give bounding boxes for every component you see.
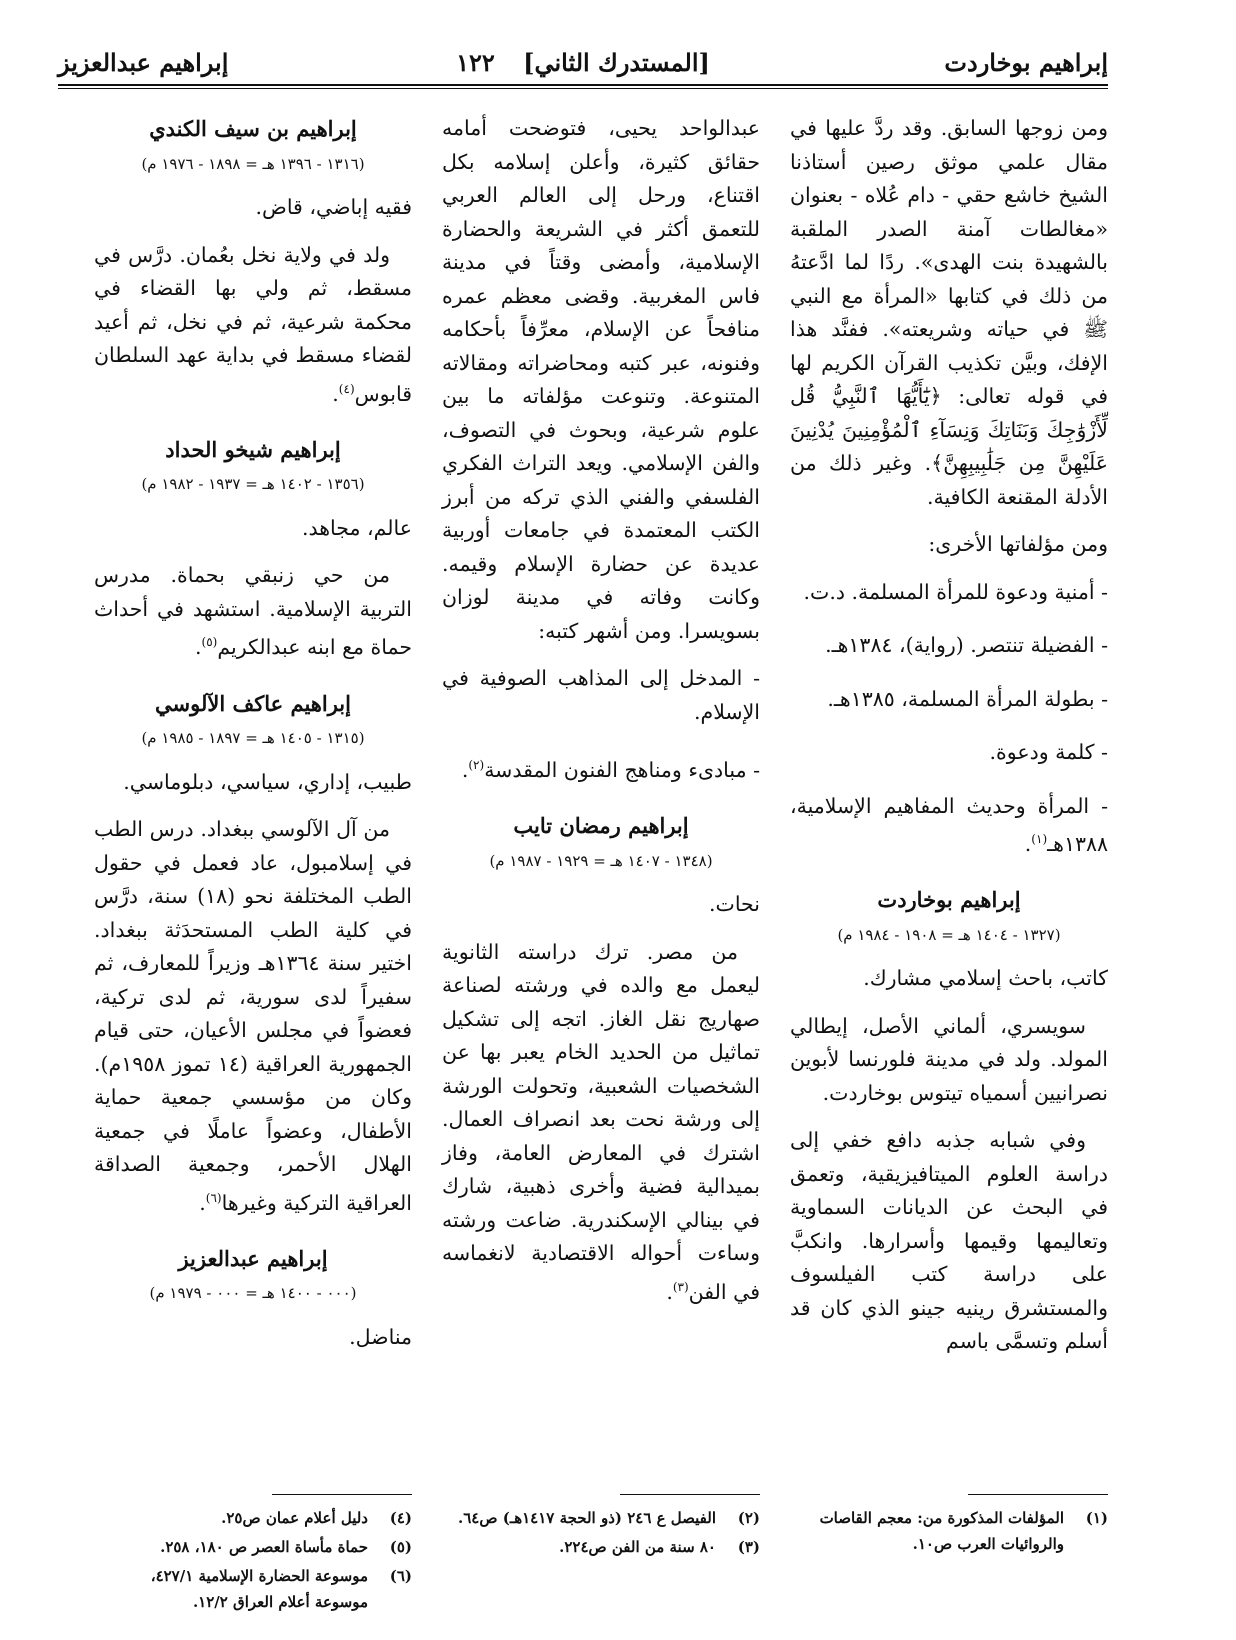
entry-dates: (١٣٤٨ - ١٤٠٧ هـ = ١٩٢٩ - ١٩٨٧ م)	[489, 851, 713, 870]
section-label: [المستدرك الثاني]	[523, 48, 710, 77]
footnote	[94, 1563, 412, 1615]
paragraph: من مصر. ترك دراسته الثانوية ليعمل مع والده في ورشته لصناعة صهاريج نقل الغاز. اتجه إلى تشكيل تماثيل من الحديد الخام يعبر بها عن الشخصيات الشعبية، وتحولت الورشة إلى ورشة نحت بعد انصراف العمال. اشترك في المعارض العامة، وفاز بميدالية فضية وأخرى ذهبية، شارك في بينالي الإسكندرية. ضاعت ورشته وساءت أحواله الاقتصادية لانغماسه في الفن$^{(٣)}$.	[442, 939, 760, 1304]
footnote-ref: (٥)	[201, 635, 218, 650]
paragraph: من آل الآلوسي ببغداد. درس الطب في إسلامبول، عاد فعمل في حقول الطب المختلفة نحو (١٨) سنة، درَّس في كلية الطب المستحدَثة ببغداد. اختير سنة ١٣٦٤هـ وزيراً للمعارف، ثم سفيراً لدى سورية، ثم لدى تركية، فعضواً في مجلس الأعيان، حتى قيام الجمهورية العراقية (١٤ تموز ١٩٥٨م). وكان من مؤسسي جمعية حماية الأطفال، وعضواً عاملًا في جمعية الهلال الأحمر، وجمعية الصداقة العراقية التركية وغيرها$^{(٦)}$.	[94, 817, 412, 1215]
entry-role: نحات.	[709, 892, 760, 917]
footnote-text: موسوعة الحضارة الإسلامية ٤٢٧/١، موسوعة أعلام العراق ١٢/٢.	[150, 1567, 368, 1611]
work-item: - الفضيلة تنتصر. (رواية)، ١٣٨٤هـ.	[825, 633, 1108, 657]
paragraph: سويسري، ألماني الأصل، إيطالي المولد. ولد في مدينة فلورنسا لأبوين نصرانيين أسمياه تيتوس بوخاردت.	[790, 1013, 1108, 1105]
entry-dates: (٠٠٠ - ١٤٠٠ هـ = ٠٠٠ - ١٩٧٩ م)	[149, 1284, 357, 1303]
footnote-text: المؤلفات المذكورة من: معجم القاصات والروائيات العرب ص١٠.	[819, 1509, 1064, 1553]
footnotes-right	[790, 1494, 1108, 1560]
entry-dates: (١٣١٦ - ١٣٩٦ هـ = ١٨٩٨ - ١٩٧٦ م)	[141, 154, 365, 173]
footnote-ref: (٤)	[338, 381, 355, 396]
footnote	[790, 1505, 1108, 1557]
column-middle	[442, 112, 760, 1323]
work-item-text: - المرأة وحديث المفاهيم الإسلامية، ١٣٨٨هـ	[790, 793, 1108, 856]
footnotes-middle	[442, 1494, 760, 1563]
footnote	[94, 1505, 412, 1531]
entry-dates: (١٣٥٦ - ١٤٠٢ هـ = ١٩٣٧ - ١٩٨٢ م)	[141, 475, 365, 494]
footnotes-left	[94, 1494, 412, 1618]
entry-role: طبيب، إداري، سياسي، دبلوماسي.	[123, 769, 412, 794]
footnote-number: (٢)	[737, 1509, 760, 1527]
work-item: - مبادىء ومناهج الفنون المقدسة$^{(٢)}$.	[461, 757, 760, 782]
entry-dates: (١٣٢٧ - ١٤٠٤ هـ = ١٩٠٨ - ١٩٨٤ م)	[837, 925, 1061, 944]
footnote-ref: (٢)	[468, 758, 485, 772]
footnote-number: (٦)	[389, 1567, 412, 1585]
footnote-text: حماة مأساة العصر ص ١٨٠، ٢٥٨.	[160, 1538, 368, 1556]
footnote	[94, 1534, 412, 1560]
column-right	[790, 112, 1108, 1373]
entry-title: إبراهيم بن سيف الكندي	[149, 116, 357, 141]
footnote	[442, 1505, 760, 1531]
work-item: - المرأة وحديث المفاهيم الإسلامية، ١٣٨٨هـ$^{(١)}$.	[790, 793, 1108, 856]
paragraph: عبدالواحد يحيى، فتوضحت أمامه حقائق كثيرة، وأعلن إسلامه بكل اقتناع، ورحل إلى العالم العربي للتعمق أكثر في الشريعة والحضارة الإسلامية، وأمضى وقتاً في مدينة فاس المغربية. وقضى معظم عمره منافحاً عن الإسلام، معرِّفاً بأحكامه وفنونه، عبر كتبه ومحاضراته ومقالاته المتنوعة. وتنوعت مؤلفاته ما بين علوم شرعية، وبحوث في التصوف، والفن الإسلامي. ويعد التراث الفكري الفلسفي والفني الذي تركه من أبرز الكتب المعتمدة في جامعات أوربية عديدة عن حضارة الإسلام وقيمه. وكانت وفاته في مدينة لوزان بسويسرا. ومن أشهر كتبه:	[442, 116, 760, 643]
work-item-text: - مبادىء ومناهج الفنون المقدسة	[484, 757, 760, 782]
paragraph-text: من آل الآلوسي ببغداد. درس الطب في إسلامبول، عاد فعمل في حقول الطب المختلفة نحو (١٨) سنة، درَّس في كلية الطب المستحدَثة ببغداد. اختير سنة ١٣٦٤هـ وزيراً للمعارف، ثم سفيراً لدى سورية، ثم لدى تركية، فعضواً في مجلس الأعيان، حتى قيام الجمهورية العراقية (١٤ تموز ١٩٥٨م). وكان من مؤسسي جمعية حماية الأطفال، وعضواً عاملًا في جمعية الهلال الأحمر، وجمعية الصداقة العراقية التركية وغيرها	[94, 817, 412, 1215]
footnote-number: (٣)	[737, 1538, 760, 1556]
entry-role: مناضل.	[349, 1324, 412, 1349]
header-rule	[58, 84, 1108, 89]
footnote-rule	[272, 1494, 412, 1495]
entry-role: كاتب، باحث إسلامي مشارك.	[863, 966, 1108, 991]
running-title-left: إبراهيم عبدالعزيز	[58, 48, 229, 77]
paragraph-text: من حي زنبقي بحماة. مدرس التربية الإسلامية. استشهد في أحداث حماة مع ابنه عبدالكريم	[94, 563, 412, 660]
page-header	[58, 40, 1108, 90]
paragraph: من حي زنبقي بحماة. مدرس التربية الإسلامية. استشهد في أحداث حماة مع ابنه عبدالكريم$^{(٥)}$.	[94, 563, 412, 660]
entry-role: فقيه إباضي، قاض.	[255, 195, 412, 219]
paragraph: وفي شبابه جذبه دافع خفي إلى دراسة العلوم الميتافيزيقية، وتعمق في البحث عن الديانات السماوية وتعاليمها وقيمها وأسرارها. وانكبَّ على دراسة كتب الفيلسوف والمستشرق رينيه جينو الذي كان قد أسلم وتسمَّى باسم	[790, 1128, 1108, 1354]
footnote-text: ٨٠ سنة من الفن ص٢٢٤.	[559, 1538, 716, 1556]
entry-dates: (١٣١٥ - ١٤٠٥ هـ = ١٨٩٧ - ١٩٨٥ م)	[141, 729, 365, 748]
footnote-number: (٤)	[389, 1509, 412, 1527]
footnote-text: الفيصل ع ٢٤٦ (ذو الحجة ١٤١٧هـ) ص٦٤.	[458, 1509, 716, 1527]
paragraph-text: ولد في ولاية نخل بعُمان. درَّس في مسقط، ثم ولي بها القضاء في محكمة شرعية، ثم في نخل، ثم أعيد لقضاء مسقط في بداية عهد السلطان قابوس	[94, 242, 412, 406]
footnote	[442, 1534, 760, 1560]
footnote-ref: (١)	[1031, 832, 1048, 846]
work-item: - المدخل إلى المذاهب الصوفية في الإسلام.	[442, 666, 760, 724]
work-item: - كلمة ودعوة.	[989, 740, 1108, 764]
work-item: - أمنية ودعوة للمرأة المسلمة. د.ت.	[803, 579, 1108, 604]
entry-title: إبراهيم بوخاردت	[877, 887, 1021, 913]
footnote-ref: (٣)	[672, 1279, 689, 1294]
paragraph: ومن زوجها السابق. وقد ردَّ عليها في مقال علمي موثق رصين أستاذنا الشيخ خاشع حقي - دام عُلاه - بعنوان «مغالطات آمنة الصدر الملقبة بالشهيدة بنت الهدى». ردًا لما ادَّعتهُ من ذلك في كتابها «المرأة مع النبي ﷺ في حياته وشريعته». ففنَّد هذا الإفك، وبيَّن تكذيب القرآن الكريم لها في قوله تعالى: ﴿يَٰٓأَيُّهَا ٱلنَّبِيُّ قُل لِّأَزْوَٰجِكَ وَبَنَاتِكَ وَنِسَآءِ ٱلْمُؤْمِنِينَ يُدْنِينَ عَلَيْهِنَّ مِن جَلَٰبِيبِهِنَّ﴾. وغير ذلك من الأدلة المقنعة الكافية.	[790, 116, 1108, 509]
page-number: ١٢٢	[456, 48, 495, 77]
paragraph: ولد في ولاية نخل بعُمان. درَّس في مسقط، ثم ولي بها القضاء في محكمة شرعية، ثم في نخل، ثم أعيد لقضاء مسقط في بداية عهد السلطان قابوس$^{(٤)}$.	[94, 242, 412, 406]
entry-role: عالم، مجاهد.	[301, 515, 412, 540]
footnote-number: (١)	[1085, 1509, 1108, 1527]
entry-title: إبراهيم شيخو الحداد	[165, 436, 341, 462]
entry-title: إبراهيم عاكف الآلوسي	[155, 690, 351, 716]
footnote-ref: (٦)	[205, 1190, 222, 1205]
work-item: - بطولة المرأة المسلمة، ١٣٨٥هـ.	[827, 686, 1108, 711]
footnote-rule	[968, 1494, 1108, 1495]
column-left	[94, 112, 412, 1368]
footnote-number: (٥)	[389, 1538, 412, 1556]
paragraph-text: من مصر. ترك دراسته الثانوية ليعمل مع والده في ورشته لصناعة صهاريج نقل الغاز. اتجه إلى تشكيل تماثيل من الحديد الخام يعبر بها عن الشخصيات الشعبية، وتحولت الورشة إلى ورشة نحت بعد انصراف العمال. اشترك في المعارض العامة، وفاز بميدالية فضية وأخرى ذهبية، شارك في بينالي الإسكندرية. ضاعت ورشته وساءت أحواله الاقتصادية لانغماسه في الفن	[442, 939, 760, 1304]
footnote-rule	[620, 1494, 760, 1495]
entry-title: إبراهيم عبدالعزيز	[178, 1245, 328, 1271]
footnote-text: دليل أعلام عمان ص٢٥.	[221, 1509, 368, 1527]
entry-title: إبراهيم رمضان تايب	[513, 813, 689, 839]
running-title-right: إبراهيم بوخاردت	[944, 48, 1108, 77]
works-intro: ومن مؤلفاتها الأخرى:	[928, 532, 1108, 556]
